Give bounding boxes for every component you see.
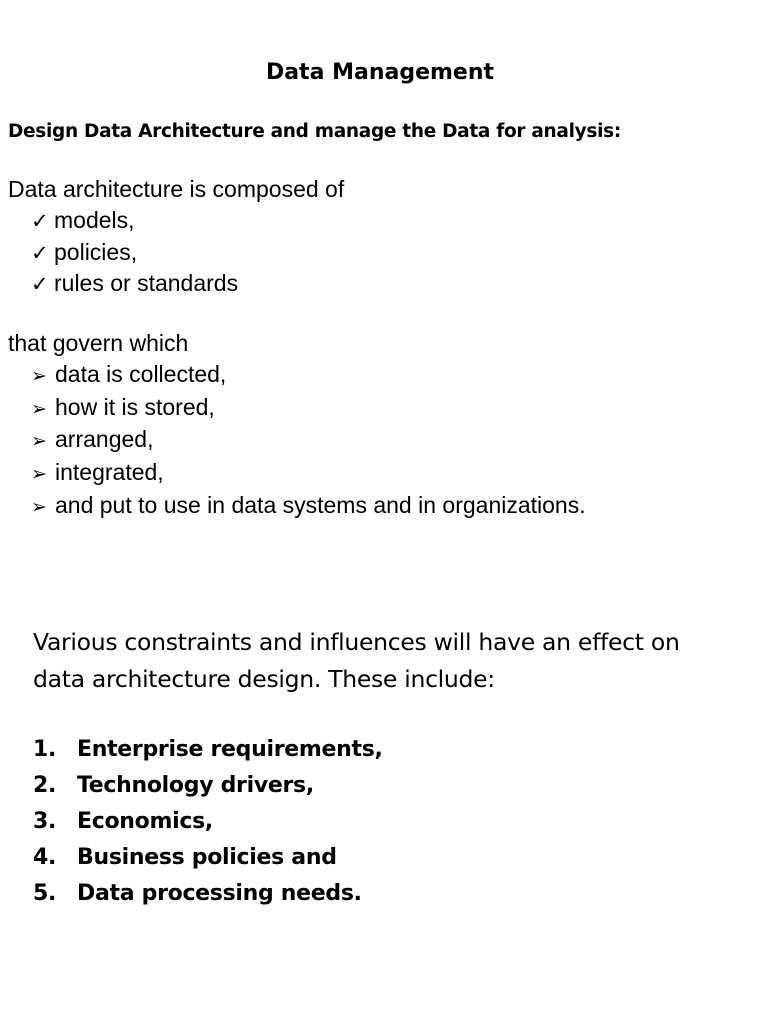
composition-block (8, 174, 344, 300)
arrow-bullet-icon: ➢ (31, 397, 47, 420)
arrow-bullet-icon: ➢ (31, 430, 47, 453)
arrow-list (8, 359, 586, 523)
item-label: Business policies and (77, 845, 337, 870)
checkmark-icon: ✓ (31, 272, 49, 297)
list-item-text: rules or standards (54, 270, 239, 297)
item-number: 5. (33, 881, 57, 906)
numbered-item (33, 840, 383, 876)
item-label: Technology drivers, (77, 773, 314, 798)
numbered-item (33, 768, 383, 804)
list-item (31, 392, 586, 425)
list-item (31, 457, 586, 490)
item-number: 2. (33, 773, 57, 798)
numbered-list (33, 732, 383, 912)
numbered-item (33, 876, 383, 912)
list-item (31, 268, 344, 300)
list-item-text: models, (54, 206, 135, 233)
item-label: Enterprise requirements, (77, 737, 383, 762)
list-item-text: arranged, (55, 426, 154, 453)
arrow-bullet-icon: ➢ (31, 364, 47, 387)
list-item-text: how it is stored, (55, 393, 215, 420)
numbered-item (33, 804, 383, 840)
governance-block (8, 328, 586, 523)
list-item (31, 490, 586, 523)
item-number: 4. (33, 845, 57, 870)
numbered-item (33, 732, 383, 768)
list-item (31, 424, 586, 457)
list-item (31, 359, 586, 392)
governance-intro: that govern which (8, 330, 189, 356)
item-number: 1. (33, 737, 57, 762)
item-label: Economics, (77, 809, 213, 834)
section-heading: Design Data Architecture and manage the Data for analysis: (8, 121, 621, 142)
arrow-bullet-icon: ➢ (31, 495, 47, 518)
checkmark-icon: ✓ (31, 240, 49, 265)
item-number: 3. (33, 809, 57, 834)
checkmark-list (8, 205, 344, 300)
constraints-paragraph: Various constraints and influences will have an effect on data architecture design. These include: (33, 628, 680, 693)
checkmark-icon: ✓ (31, 208, 49, 233)
list-item (31, 237, 344, 269)
page-title: Data Management (265, 60, 495, 85)
list-item-text: data is collected, (55, 360, 227, 387)
list-item-text: and put to use in data systems and in organizations. (55, 491, 586, 518)
list-item (31, 205, 344, 237)
composition-intro: Data architecture is composed of (8, 176, 345, 202)
item-label: Data processing needs. (77, 881, 362, 906)
arrow-bullet-icon: ➢ (31, 463, 47, 486)
list-item-text: integrated, (55, 459, 164, 486)
list-item-text: policies, (54, 238, 138, 265)
